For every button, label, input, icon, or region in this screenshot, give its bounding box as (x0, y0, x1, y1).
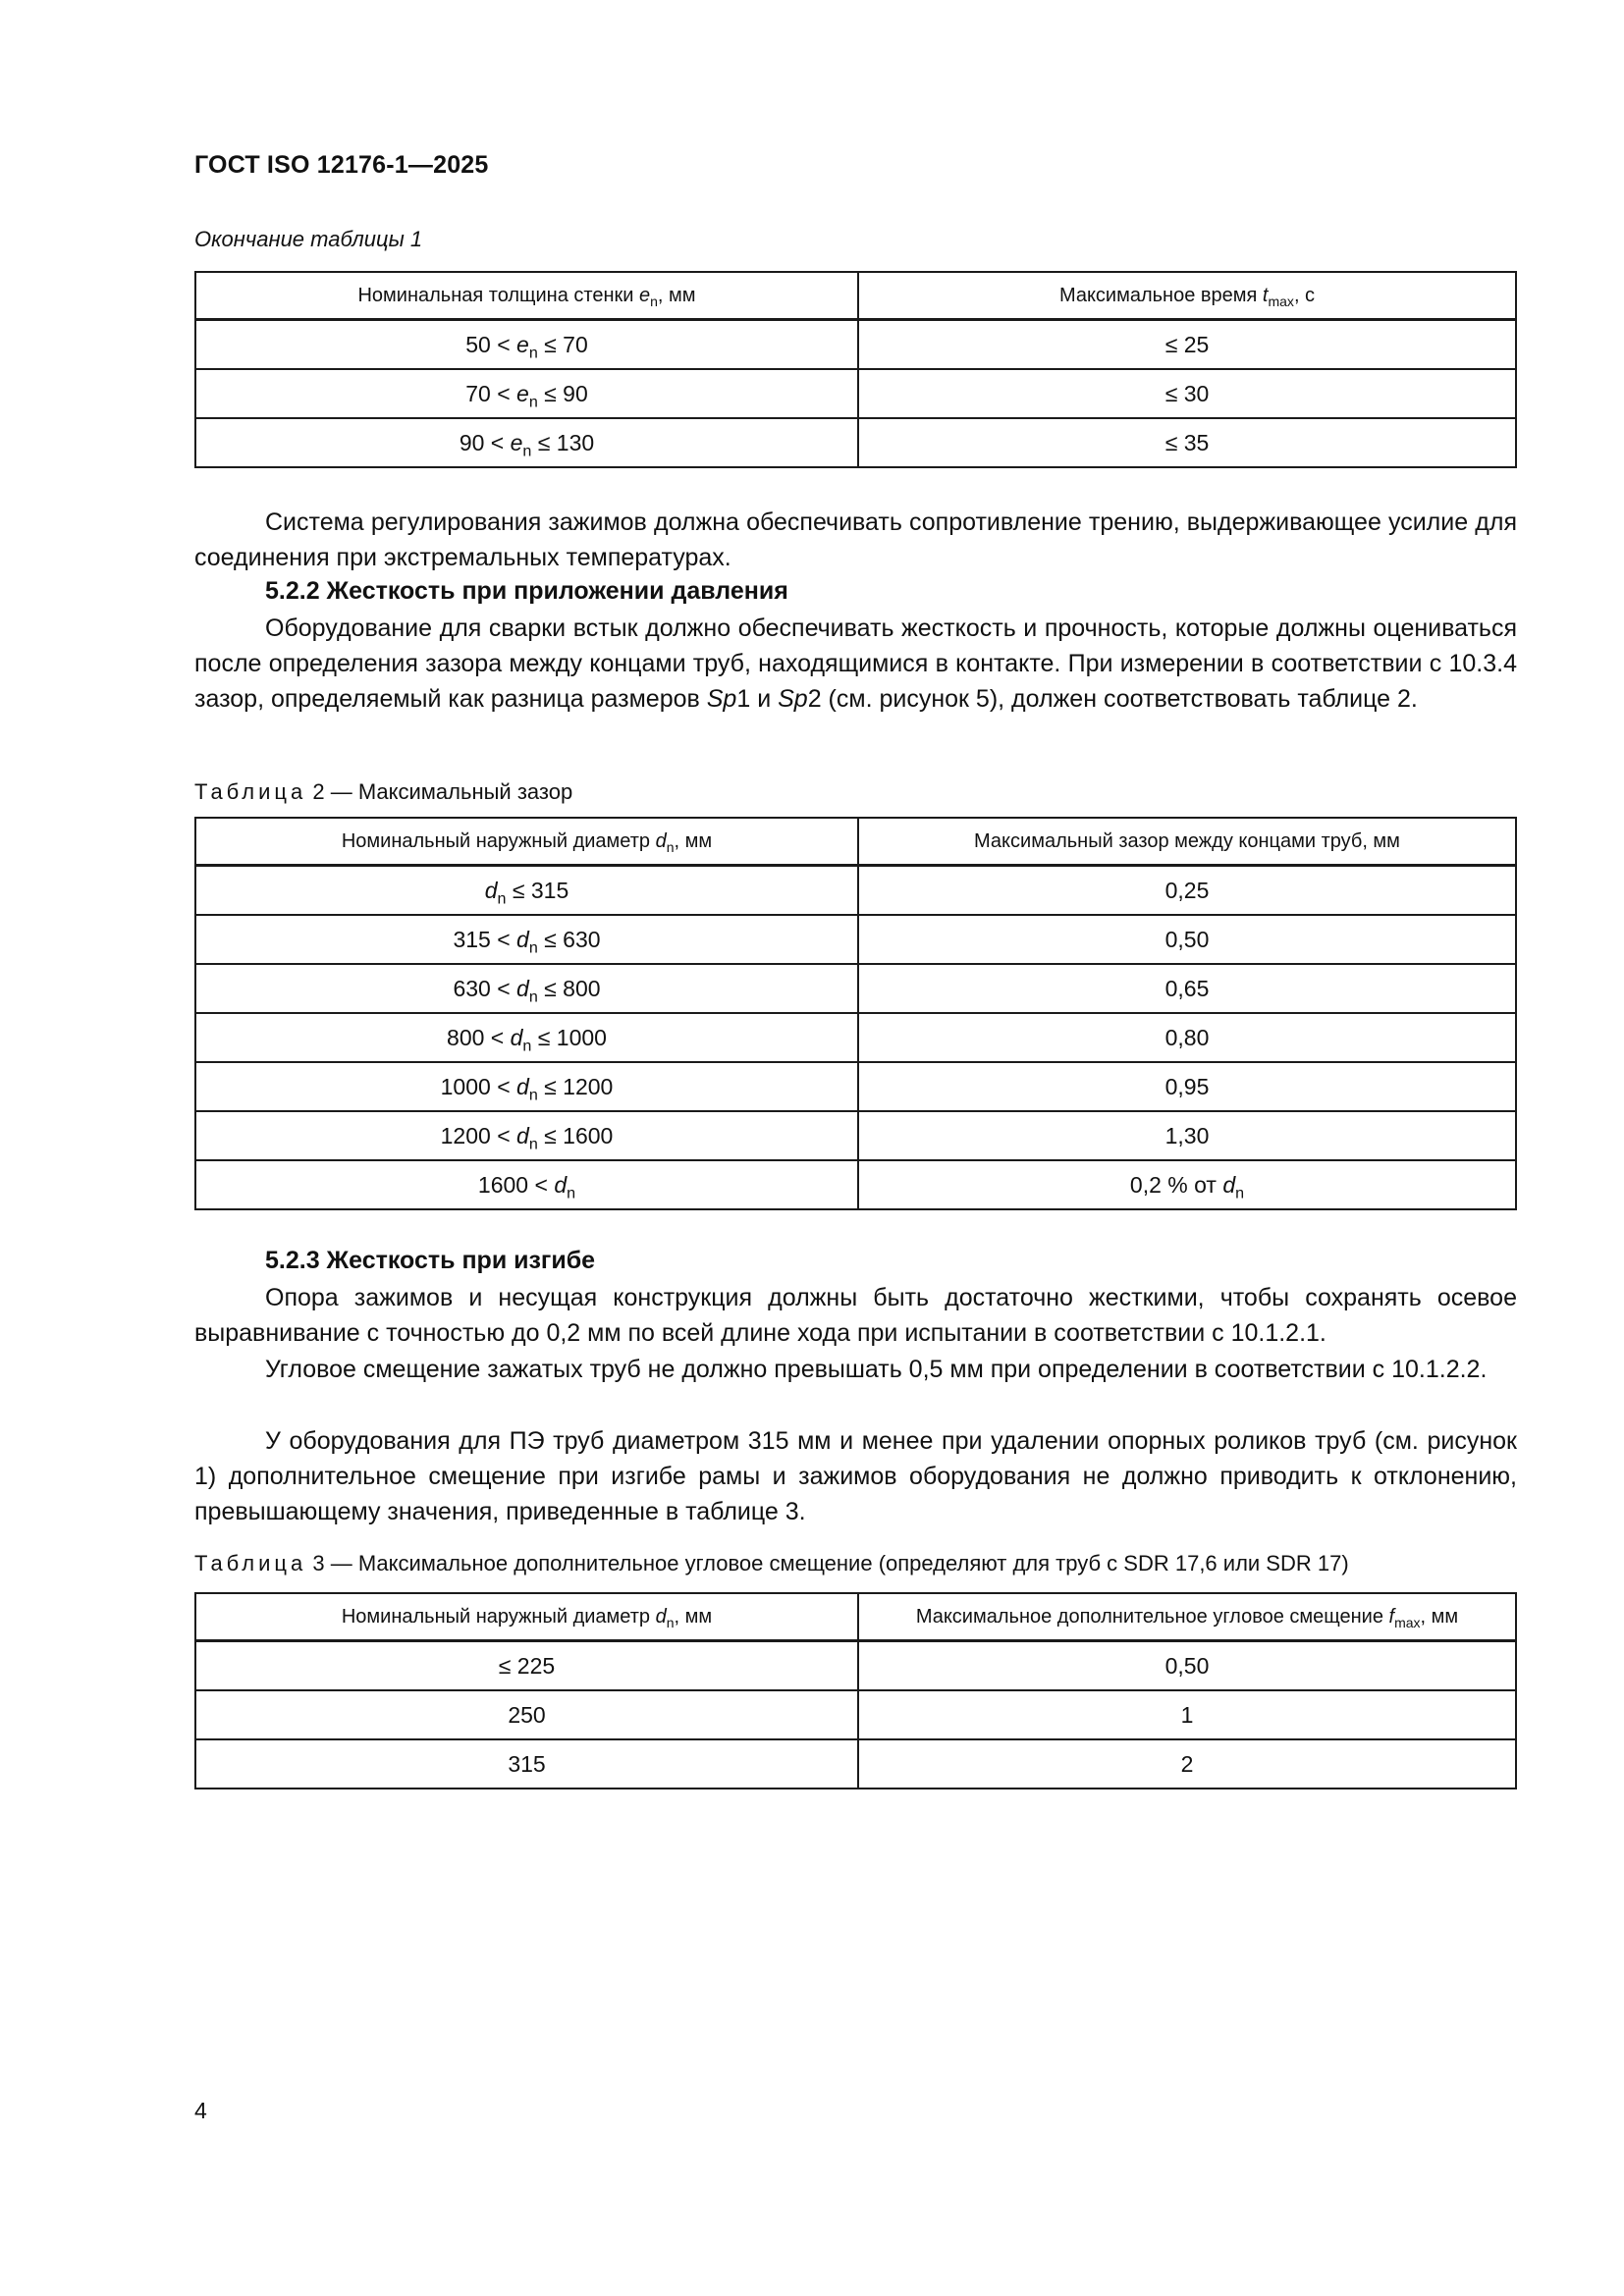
table-3 (194, 1592, 1517, 1789)
table2-gap-cell: 0,65 (858, 964, 1516, 1013)
table2-col2-header: Максимальный зазор между концами труб, мм (858, 818, 1516, 866)
table-row (195, 369, 1516, 418)
table2-diameter-cell: $1000 < d_n \le 1200$ (195, 1062, 858, 1111)
table2-caption: Таблица 2 — Максимальный зазор (194, 779, 573, 804)
table1-time-cell: ≤ 35 (858, 418, 1516, 467)
table2-diameter-cell: $d_n \le 315$ (195, 866, 858, 916)
table1-col2-header: Максимальное время $t_{max}$, с (858, 272, 1516, 320)
table3-col1-header: Номинальный наружный диаметр $d_n$, мм (195, 1593, 858, 1641)
table-row (195, 1111, 1516, 1160)
table2-gap-cell: 1,30 (858, 1111, 1516, 1160)
table3-diameter-cell: 315 (195, 1739, 858, 1789)
table2-diameter-cell: $800 < d_n \le 1000$ (195, 1013, 858, 1062)
table2-gap-cell: 0,25 (858, 866, 1516, 916)
table1-thickness-cell: $90 < e_n \le 130$ (195, 418, 858, 467)
table2-diameter-cell: $1200 < d_n \le 1600$ (195, 1111, 858, 1160)
table3-offset-cell: 2 (858, 1739, 1516, 1789)
table2-gap-cell: 0,95 (858, 1062, 1516, 1111)
table2-gap-cell: 0,2 % от $d_n$ (858, 1160, 1516, 1209)
paragraph-angular-offset: Угловое смещение зажатых труб не должно превышать 0,5 мм при определении в соответствии с 10.1.2.2. (265, 1356, 1488, 1383)
paragraph-pressure-stiffness: Оборудование для сварки встык должно обеспечивать жесткость и прочность, которые должны оцениваться после определения зазора между концами труб, находящимися в контакте. При измерении в соответствии с 10.3.4 зазор, определяемый как разница размеров Sp1 и Sp2 (см. рисунок 5), должен соответствовать таблице 2. (194, 614, 1517, 713)
table2-diameter-cell: $315 < d_n \le 630$ (195, 915, 858, 964)
table-row (195, 1062, 1516, 1111)
table1-continuation-label: Окончание таблицы 1 (194, 227, 423, 251)
table2-diameter-cell: $630 < d_n \le 800$ (195, 964, 858, 1013)
table2-gap-cell: 0,50 (858, 915, 1516, 964)
table-row (195, 1739, 1516, 1789)
table-row (195, 964, 1516, 1013)
table-row (195, 1690, 1516, 1739)
paragraph-bending-deflection: У оборудования для ПЭ труб диаметром 315 мм и менее при удалении опорных роликов труб (см. рисунок 1) дополнительное смещение при изгибе рамы и зажимов оборудования не должно приводить к отклонению, превышающему значения, приведенные в таблице 3. (194, 1427, 1517, 1525)
table-row (195, 1013, 1516, 1062)
table2-gap-cell: 0,80 (858, 1013, 1516, 1062)
table-row (195, 320, 1516, 370)
table2-diameter-cell: $1600 < d_n$ (195, 1160, 858, 1209)
table1-thickness-cell: $50 < e_n \le 70$ (195, 320, 858, 370)
paragraph-axial-alignment: Опора зажимов и несущая конструкция должны быть достаточно жесткими, чтобы сохранять осевое выравнивание с точностью до 0,2 мм по всей длине хода при испытании в соответствии с 10.1.2.1. (194, 1284, 1517, 1347)
table-row (195, 915, 1516, 964)
table3-offset-cell: 0,50 (858, 1641, 1516, 1691)
table1-time-cell: ≤ 30 (858, 369, 1516, 418)
table-header-row (195, 1593, 1516, 1641)
table1-col1-header: Номинальная толщина стенки $e_n$, мм (195, 272, 858, 320)
page-number: 4 (194, 2098, 207, 2123)
table1-time-cell: ≤ 25 (858, 320, 1516, 370)
table-row (195, 418, 1516, 467)
section-heading-5-2-3: 5.2.3 Жесткость при изгибе (265, 1247, 596, 1274)
table1-thickness-cell: $70 < e_n \le 90$ (195, 369, 858, 418)
table-header-row (195, 818, 1516, 866)
document-header: ГОСТ ISO 12176-1—2025 (194, 151, 489, 179)
table-row (195, 1160, 1516, 1209)
table-row (195, 866, 1516, 916)
table3-col2-header: Максимальное дополнительное угловое смещение $f_{max}$, мм (858, 1593, 1516, 1641)
table3-diameter-cell: 250 (195, 1690, 858, 1739)
paragraph-friction: Система регулирования зажимов должна обеспечивать сопротивление трению, выдерживающее усилие для соединения при экстремальных температурах. (194, 508, 1517, 571)
table3-caption: Таблица 3 — Максимальное дополнительное угловое смещение (определяют для труб с SDR 17,6 или SDR 17) (194, 1551, 1349, 1575)
table-header-row (195, 272, 1516, 320)
table-1 (194, 271, 1517, 468)
table3-diameter-cell: ≤ 225 (195, 1641, 858, 1691)
table3-offset-cell: 1 (858, 1690, 1516, 1739)
section-heading-5-2-2: 5.2.2 Жесткость при приложении давления (265, 577, 788, 605)
table-2 (194, 817, 1517, 1210)
table-row (195, 1641, 1516, 1691)
table2-col1-header: Номинальный наружный диаметр $d_n$, мм (195, 818, 858, 866)
